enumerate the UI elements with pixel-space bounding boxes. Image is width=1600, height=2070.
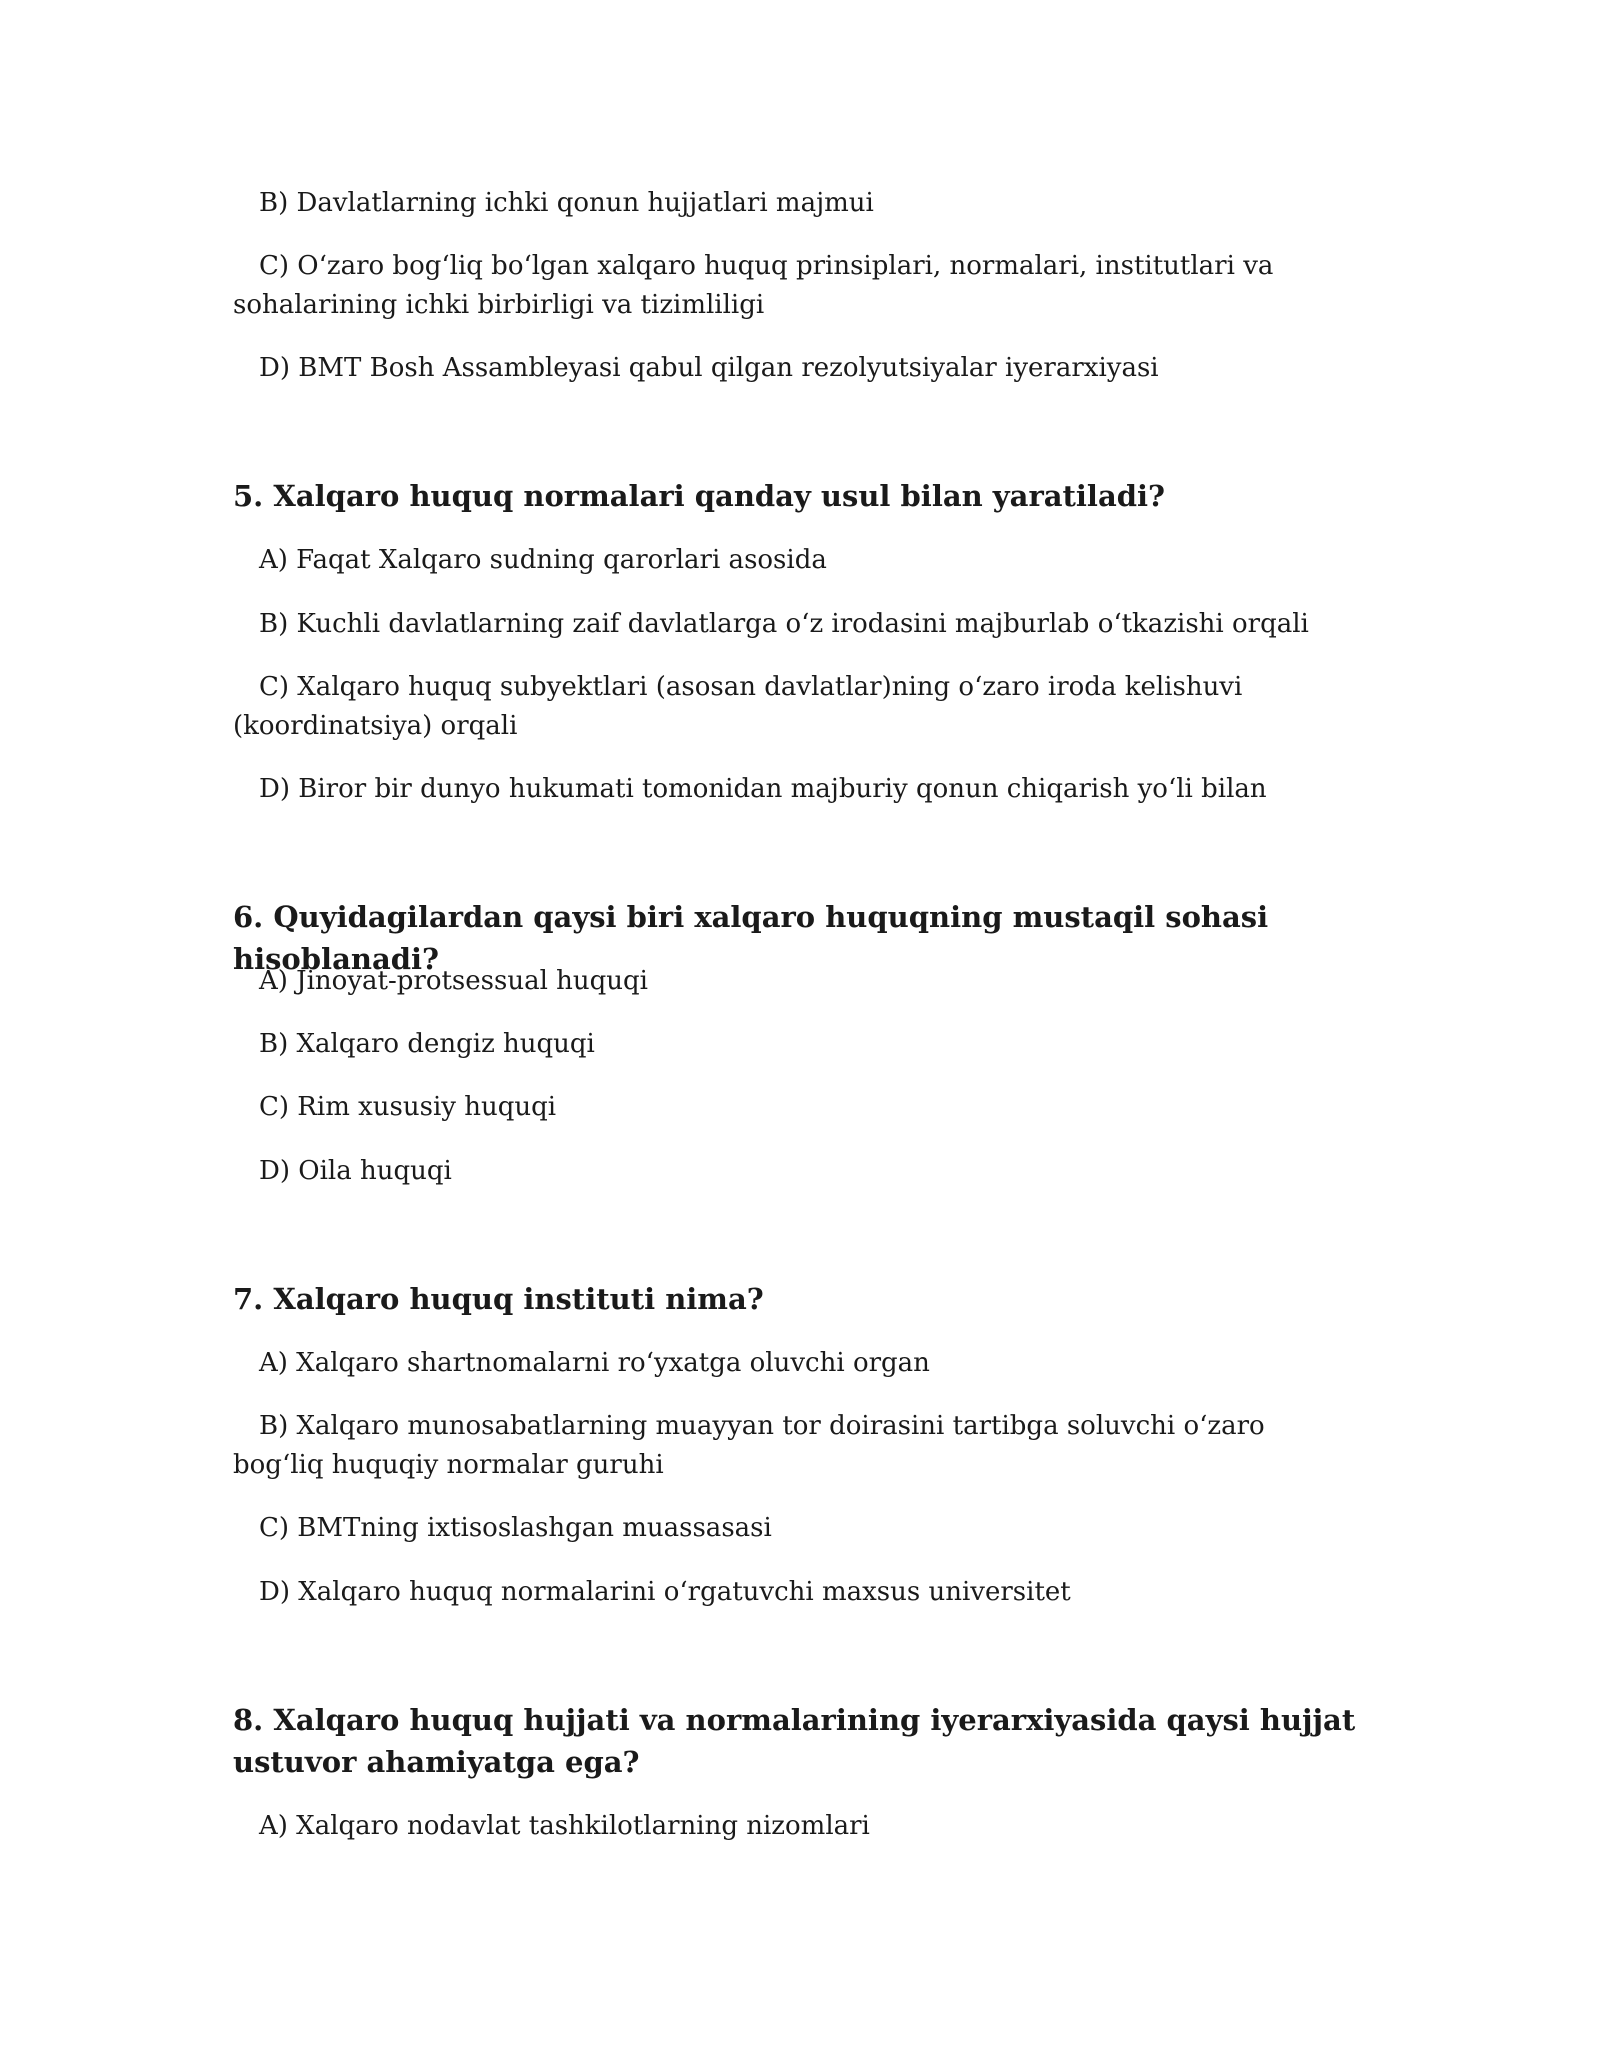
option-7b: B) Xalqaro munosabatlarning muayyan tor doirasini tartibga soluvchi o‘zaro bog‘liq huquqiy normalar guruhi (233, 1411, 1265, 1480)
option-6a: A) Jinoyat-protsessual huquqi (259, 966, 648, 996)
option-5d: D) Biror bir dunyo hukumati tomonidan majburiy qonun chiqarish yo‘li bilan (259, 774, 1267, 804)
question-8-title: 8. Xalqaro huquq hujjati va normalarining iyerarxiyasida qaysi hujjat ustuvor ahamiyatga ega? (233, 1703, 1356, 1779)
option-4d: D) BMT Bosh Assambleyasi qabul qilgan rezolyutsiyalar iyerarxiyasi (259, 353, 1159, 383)
option-7d: D) Xalqaro huquq normalarini o‘rgatuvchi maxsus universitet (259, 1577, 1071, 1607)
option-6c: C) Rim xususiy huquqi (259, 1092, 557, 1122)
option-5c: C) Xalqaro huquq subyektlari (asosan davlatlar)ning o‘zaro iroda kelishuvi (koordinatsiya) orqali (233, 672, 1243, 741)
option-5a: A) Faqat Xalqaro sudning qarorlari asosida (259, 545, 827, 575)
option-5b: B) Kuchli davlatlarning zaif davlatlarga o‘z irodasini majburlab o‘tkazishi orqali (259, 609, 1309, 639)
question-6-title: 6. Quyidagilardan qaysi biri xalqaro huquqning mustaqil sohasi hisoblanadi? (233, 900, 1269, 976)
question-5-title: 5. Xalqaro huquq normalari qanday usul bilan yaratiladi? (233, 479, 1166, 513)
option-4b: B) Davlatlarning ichki qonun hujjatlari majmui (259, 188, 874, 218)
option-6d: D) Oila huquqi (259, 1156, 452, 1186)
option-8a: A) Xalqaro nodavlat tashkilotlarning nizomlari (259, 1811, 870, 1841)
option-4c: C) O‘zaro bog‘liq bo‘lgan xalqaro huquq prinsiplari, normalari, institutlari va sohalarining ichki birbirligi va tizimliligi (233, 251, 1274, 320)
option-6b: B) Xalqaro dengiz huquqi (259, 1029, 595, 1059)
option-7a: A) Xalqaro shartnomalarni ro‘yxatga oluvchi organ (259, 1348, 930, 1378)
option-7c: C) BMTning ixtisoslashgan muassasasi (259, 1513, 772, 1543)
question-7-title: 7. Xalqaro huquq instituti nima? (233, 1282, 764, 1316)
